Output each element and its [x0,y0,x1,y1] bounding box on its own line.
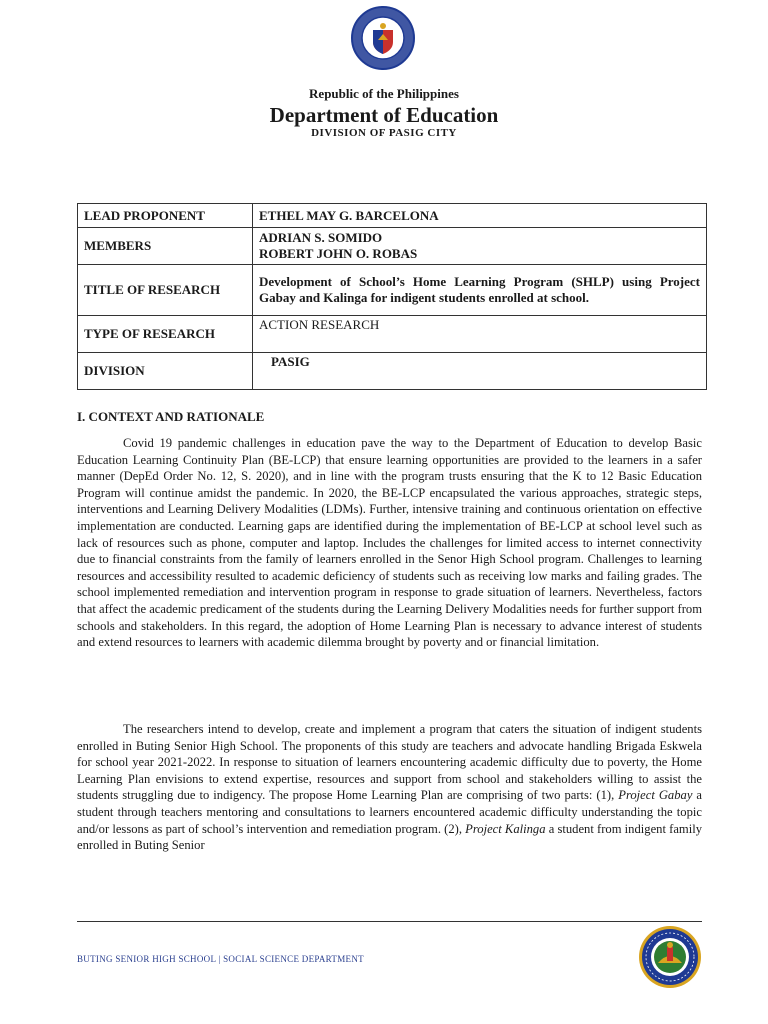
table-row [78,204,707,228]
type-label: TYPE OF RESEARCH [78,316,253,353]
member-name: ROBERT JOHN O. ROBAS [259,246,418,261]
footer-divider [77,921,702,922]
paragraph-text [77,721,702,854]
republic-heading: Republic of the Philippines [309,86,459,101]
section-heading: I. CONTEXT AND RATIONALE [77,409,265,424]
division-label: DIVISION [78,353,253,390]
paragraph-2 [77,721,702,854]
members-label: MEMBERS [78,228,253,265]
table-row [78,316,707,353]
division-subtitle: DIVISION OF PASIG CITY [311,127,457,139]
department-title: Department of Education [269,103,499,127]
research-info-table [77,203,707,390]
lead-value: ETHEL MAY G. BARCELONA [253,204,707,228]
table-row [78,353,707,390]
members-value [253,228,707,265]
member-name: ADRIAN S. SOMIDO [259,230,383,245]
project-gabay-term: Project Gabay [618,788,693,803]
school-seal-icon [638,925,702,989]
para2-part-c: a student from indigent family enrolled in Buting Senior [77,821,702,853]
para2-part-a: The researchers intend to develop, create and implement a program that caters the situation of indigent students enrolled in Buting Senior High School. The proponents of this study are teachers and advocate handling Brigada Eskwela for school year 2021-2022. In response to situation of learners encountering academic difficulty due to poverty, the Home Learning Plan envisions to extend expertise, resources and support from school and stakeholders willing to assist the students struggling due to indigency. The propose Home Learning Plan are comprising of two parts: (1), [77,722,702,803]
para2-part-b: a student through teachers mentoring and consultations to learners encountered academic difficulty understanding the topic and/or lessons as part of school’s intervention and remediation program. (2), [77,788,703,836]
footer-text: BUTING SENIOR HIGH SCHOOL | SOCIAL SCIENCE DEPARTMENT [77,954,364,964]
type-value: ACTION RESEARCH [253,316,707,353]
title-label: TITLE OF RESEARCH [78,265,253,316]
project-kalinga-term: Project Kalinga [465,821,546,836]
division-value: PASIG [253,353,707,390]
table-row [78,228,707,265]
table-row [78,265,707,316]
deped-seal-icon [351,6,415,70]
paragraph-text: Covid 19 pandemic challenges in education pave the way to the Department of Education to develop Basic Education Learning Continuity Plan (BE-LCP) that ensure learning opportunities are provided to the learners in a safer manner (DepEd Order No. 12, S. 2020), and in line with the program trusts ensuring that the K to 12 Basic Education Program will continue amidst the pandemic. In 2020, the BE-LCP encapsulated the various approaches, strategic steps, interventions and Learning Delivery Modalities (LDMs). Further, intensive training and continuous orientation on effective implementation are conducted. Learning gaps are identified during the implementation of BE-LCP at school level such as lack of resources such as phone, computer and laptop. Includes the challenges for limited access to internet connectivity due to financial constraints from the family of learners enrolled in the Senor High School program. Challenges to learning resources and accessibility resulted to academic deficiency of students such as receiving low marks and failing grades. The school implemented remediation and intervention program in response to grade situation of learners. Nevertheless, factors that affect the academic predicament of the students during the Learning Delivery Modalities needs for further support from schools and stakeholders. In this regard, the adoption of Home Learning Plan is necessary to advance interest of students and extend resources to learners with academic dilemma brought by poverty and or financial limitation. [77,436,702,650]
title-value: Development of School’s Home Learning Program (SHLP) using Project Gabay and Kalinga for indigent students enrolled at school. [253,265,707,316]
paragraph-1 [77,435,702,651]
lead-label: LEAD PROPONENT [78,204,253,228]
